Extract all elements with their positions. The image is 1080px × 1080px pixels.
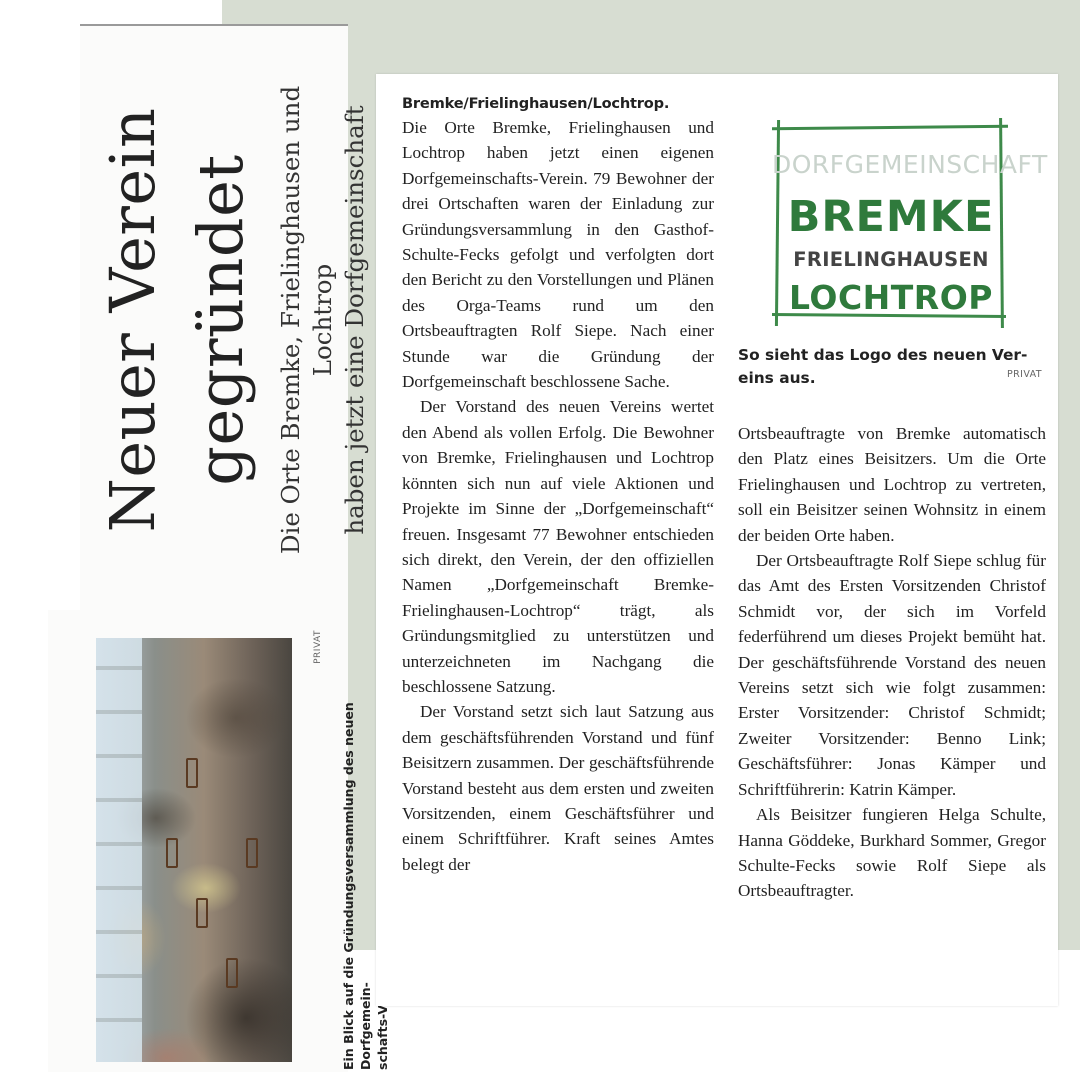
article-dateline: Bremke/Frielinghausen/Lochtrop.: [402, 95, 670, 112]
photo-chair: [246, 838, 258, 868]
photo-caption-line1: Ein Blick auf die Gründungsversammlung des neuen Dorfgemein-: [341, 702, 373, 1070]
headline-title-line1: Neuer Verein: [96, 107, 169, 533]
club-logo: [772, 118, 1048, 330]
article-paragraph: Der Vorstand setzt sich laut Satzung aus dem geschäftsführenden Vorstand und fünf Beisitzern zusammen. Der geschäftsführende Vorstand besteht aus dem ersten und zweiten Vorsitzenden, einem Geschäftsführer und einem Schriftführer. Kraft seines Amtes belegt der: [402, 702, 714, 874]
headline-title: [89, 40, 265, 600]
headline-subtitle-line2: haben jetzt eine Dorfgemeinschaft: [340, 105, 369, 535]
headline-block: [89, 40, 369, 600]
article-clipping: [376, 74, 1058, 1006]
article-column-2: [738, 421, 1046, 904]
logo-caption-line2: eins aus.: [738, 369, 816, 387]
logo-caption: [738, 344, 1046, 390]
logo-text-frielinghausen: FRIELINGHAUSEN: [793, 248, 989, 271]
headline-clipping: [80, 24, 369, 612]
article-paragraph: Der Ortsbeauftragte Rolf Siepe schlug für das Amt des Ersten Vorsitzenden Christof Schmidt vor, der sich im Vorfeld federführend um dieses Projekt bemüht hat. Der geschäftsführende Vorstand des neuen Vereins setzt sich wie folgt zusammen: Erster Vorsitzender: Christof Schmidt; Zweiter Vorsitzender: Benno Link; Geschäftsführer: Jonas Kämper und Schriftführerin: Katrin Kämper.: [738, 551, 1046, 799]
article-paragraph: Als Beisitzer fungieren Helga Schulte, Hanna Göddeke, Burkhard Sommer, Gregor Schulte-Fecks sowie Rolf Siepe als Ortsbeauftragter.: [738, 805, 1046, 901]
photo-chair: [226, 958, 238, 988]
headline-subtitle-line1: Die Orte Bremke, Frielinghausen und Lochtrop: [276, 85, 337, 555]
logo-text-bremke: BREMKE: [787, 192, 995, 242]
logo-text-dorfgemeinschaft: DORFGEMEINSCHAFT: [772, 150, 1048, 179]
logo-frame: [772, 125, 1008, 130]
assembly-photo: [96, 638, 292, 1062]
photo-window: [96, 638, 142, 1062]
article-paragraph: Der Vorstand des neuen Vereins wertet den Abend als vollen Erfolg. Die Bewohner von Bremke, Frielinghausen und Lochtrop könnten sich nun auf viele Aktionen und Projekte im Sinne der „Dorfgemeinschaft“ freuen. Insgesamt 77 Bewohner entschieden sich direkt, den Verein, der den offiziellen Namen „Dorfgemeinschaft Bremke-Frielinghausen-Lochtrop“ trägt, als Gründungsmitglied zu unterstützen und unterzeichneten im Nachgang die beschlossene Satzung.: [402, 397, 714, 696]
photo-chair: [166, 838, 178, 868]
logo-caption-line1: So sieht das Logo des neuen Ver-: [738, 346, 1028, 364]
logo-credit: PRIVAT: [1007, 369, 1042, 380]
article-paragraph: Die Orte Bremke, Frielinghausen und Lochtrop haben jetzt einen eigenen Dorfgemeinschafts-Verein. 79 Bewohner der drei Ortschaften waren der Einladung zur Gründungsversammlung in den Gasthof-Schulte-Fecks gefolgt und verfolgten dort den Bericht zu den Vorstellungen und Plänen des Orga-Teams rund um den Ortsbeauftragten Rolf Siepe. Nach einer Stunde war die Gründung der Dorfgemeinschaft beschlossene Sache.: [402, 118, 714, 392]
logo-text-lochtrop: LOCHTROP: [789, 278, 993, 317]
headline-subtitle: [275, 40, 371, 600]
photo-chair: [196, 898, 208, 928]
article-column-1: [402, 93, 714, 877]
photo-credit: PRIVAT: [313, 630, 323, 664]
photo-clipping: [48, 610, 373, 1072]
article-paragraph: Ortsbeauftragte von Bremke automatisch den Platz eines Beisitzers. Um die Orte Frielinghausen und Lochtrop zu vertreten, soll ein Beisitzer seinen Wohnsitz in einem der beiden Orte haben.: [738, 424, 1046, 545]
headline-title-line2: gegründet: [184, 154, 257, 486]
photo-chair: [186, 758, 198, 788]
